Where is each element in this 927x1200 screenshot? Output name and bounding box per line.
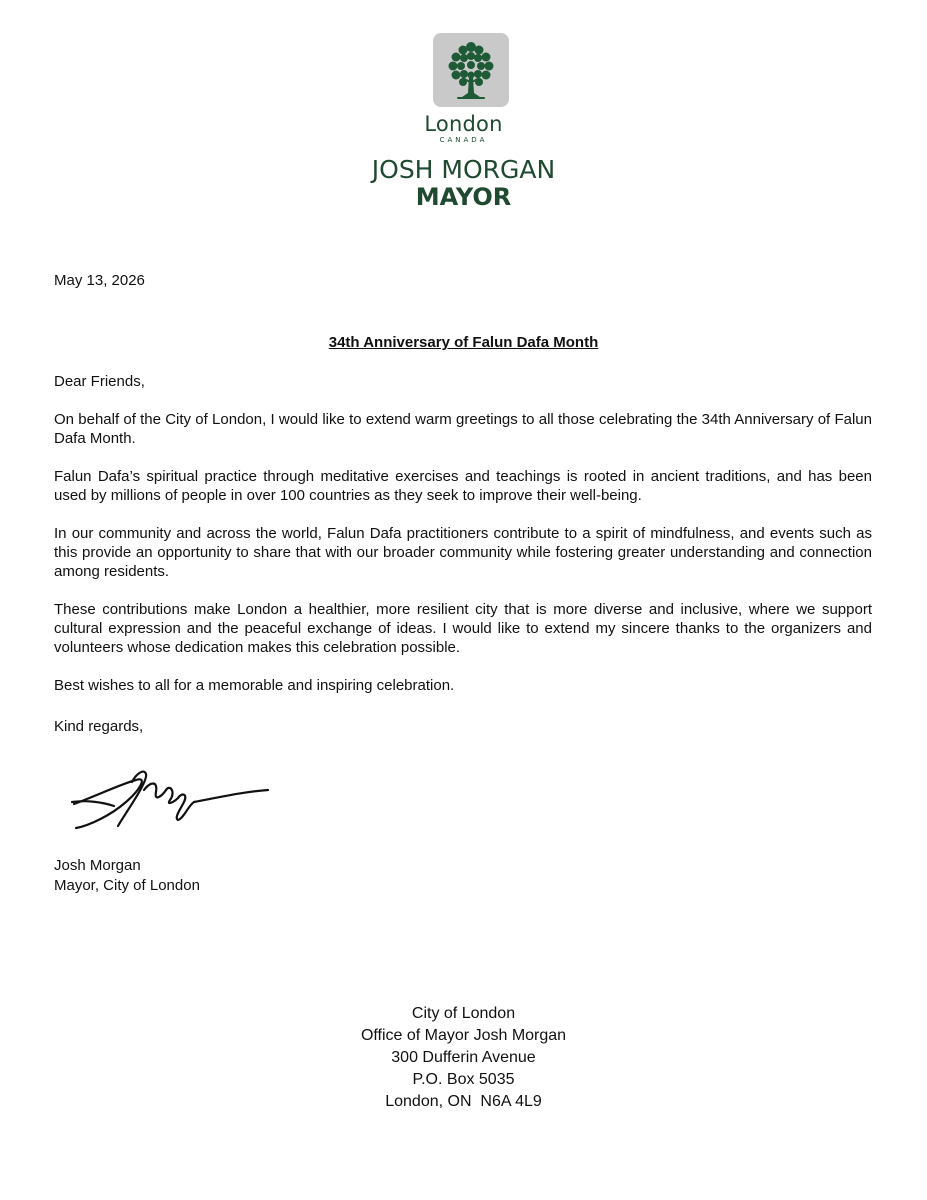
signer-block	[54, 856, 200, 896]
letter-body	[54, 410, 872, 714]
salutation: Dear Friends,	[54, 373, 145, 390]
paragraph: These contributions make London a healthier, more resilient city that is more diverse and inclusive, where we support cultural expression and the peaceful exchange of ideas. I would like to extend my sincere thanks to the organizers and volunteers whose dedication makes this celebration possible.	[54, 601, 872, 656]
footer-line: London, ON N6A 4L9	[385, 1093, 542, 1110]
footer-address	[0, 1003, 927, 1113]
footer-line: 300 Dufferin Avenue	[391, 1049, 536, 1066]
city-name: London	[424, 112, 503, 136]
letter-subject: 34th Anniversary of Falun Dafa Month	[328, 334, 599, 351]
footer-line: City of London	[411, 1005, 516, 1022]
letterhead	[0, 0, 927, 230]
paragraph: Best wishes to all for a memorable and inspiring celebration.	[54, 677, 455, 694]
paragraph: On behalf of the City of London, I would like to extend warm greetings to all those celebrating the 34th Anniversary of Falun Dafa Month.	[54, 411, 872, 447]
signer-name: Josh Morgan	[54, 857, 141, 874]
footer-line: Office of Mayor Josh Morgan	[360, 1027, 567, 1044]
footer-line: P.O. Box 5035	[412, 1071, 515, 1088]
mayor-title: MAYOR	[415, 183, 512, 211]
city-country: CANADA	[439, 136, 488, 144]
closing: Kind regards,	[54, 718, 144, 735]
signature-icon	[66, 762, 276, 836]
paragraph: In our community and across the world, Falun Dafa practitioners contribute to a spirit of mindfulness, and events such as this provide an opportunity to share that with our broader community while fostering greater understanding and connection among residents.	[54, 525, 872, 580]
mayor-name: JOSH MORGAN	[371, 155, 556, 184]
letter-date: May 13, 2026	[54, 272, 145, 289]
signer-title: Mayor, City of London	[54, 877, 200, 894]
paragraph: Falun Dafa’s spiritual practice through meditative exercises and teachings is rooted in ancient traditions, and has been used by millions of people in over 100 countries as they seek to improve their well-being.	[54, 468, 872, 504]
tree-icon	[433, 33, 509, 107]
city-logo	[433, 33, 509, 107]
